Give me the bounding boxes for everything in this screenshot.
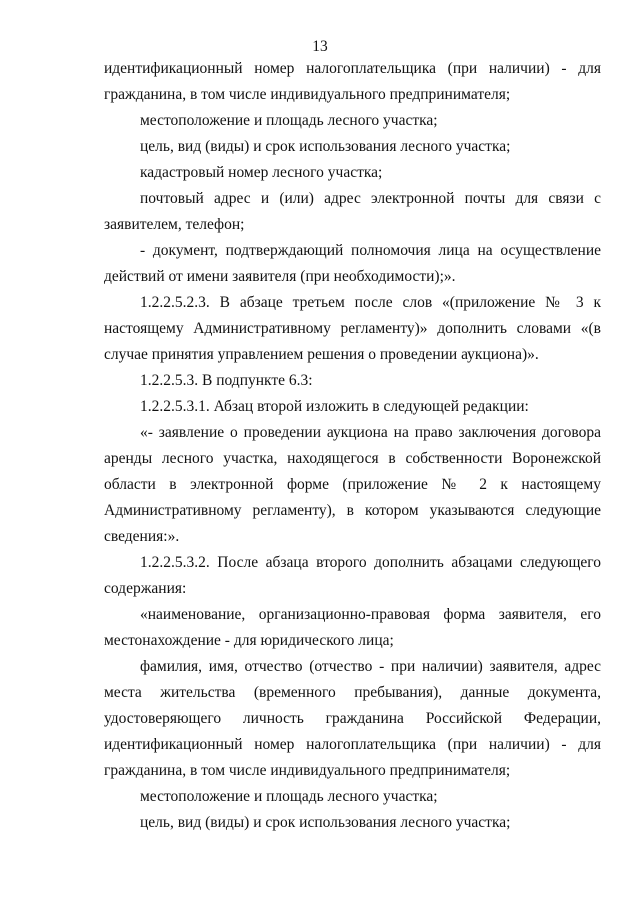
paragraph: фамилия, имя, отчество (отчество - при наличии) заявителя, адрес места жительства (временного пребывания), данные документа, удостоверяющего личность гражданина Российской Федерации, идентификационный номер налогоплательщика (при наличии) - для гражданина, в том числе индивидуального предпринимателя; <box>104 658 601 779</box>
paragraph: 1.2.2.5.3.1. Абзац второй изложить в следующей редакции: <box>140 398 529 415</box>
paragraph: 1.2.2.5.3.2. После абзаца второго дополнить абзацами следующего содержания: <box>104 554 601 597</box>
paragraph: 1.2.2.5.3. В подпункте 6.3: <box>140 372 313 389</box>
paragraph: цель, вид (виды) и срок использования лесного участка; <box>140 814 511 831</box>
paragraph: цель, вид (виды) и срок использования лесного участка; <box>140 138 511 155</box>
paragraph: «- заявление о проведении аукциона на право заключения договора аренды лесного участка, находящегося в собственности Воронежской области в электронной форме (приложение № 2 к настоящему Административному регламенту), в котором указываются следующие сведения:». <box>104 424 601 545</box>
paragraph: 1.2.2.5.2.3. В абзаце третьем после слов «(приложение № 3 к настоящему Административному регламенту)» дополнить словами «(в случае принятия управлением решения о проведении аукциона)». <box>104 294 601 363</box>
paragraph: кадастровый номер лесного участка; <box>140 164 383 181</box>
page-number: 13 <box>312 38 328 55</box>
paragraph: идентификационный номер налогоплательщика (при наличии) - для гражданина, в том числе индивидуального предпринимателя; <box>104 60 601 103</box>
paragraph: почтовый адрес и (или) адрес электронной почты для связи с заявителем, телефон; <box>104 190 601 233</box>
paragraph: - документ, подтверждающий полномочия лица на осуществление действий от имени заявителя (при необходимости);». <box>104 242 601 285</box>
paragraph: местоположение и площадь лесного участка; <box>140 788 438 805</box>
paragraph: местоположение и площадь лесного участка; <box>140 112 438 129</box>
document-body <box>104 56 601 836</box>
paragraph: «наименование, организационно-правовая форма заявителя, его местонахождение - для юридического лица; <box>104 606 601 649</box>
